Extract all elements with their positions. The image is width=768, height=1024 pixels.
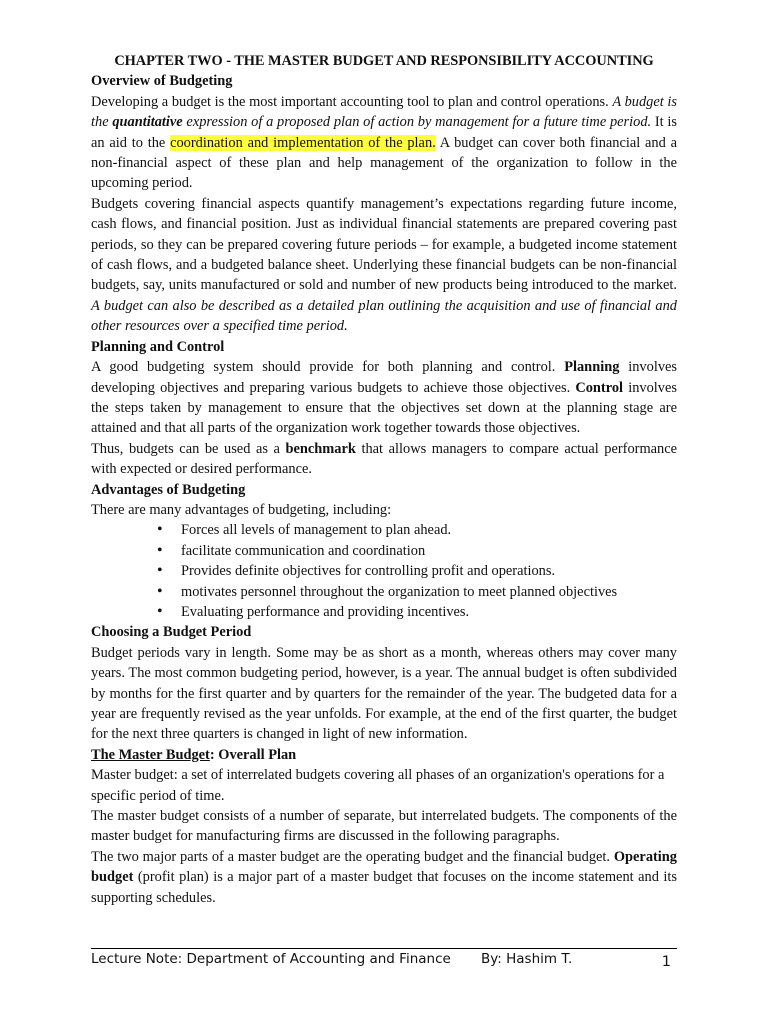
planning-paragraph-2 (91, 439, 677, 480)
list-item: • facilitate communication and coordination (91, 541, 677, 561)
heading-planning-control: Planning and Control (91, 338, 225, 355)
heading-master-budget (91, 745, 677, 765)
bold-term-control: Control (575, 379, 624, 396)
text-run: A budget is the (91, 93, 677, 131)
footer-author: By: Hashim T. (481, 951, 573, 967)
text-run: (profit plan) is a major part of a master budget that focuses on the income statement and its supporting schedules. (91, 869, 677, 906)
bold-term-quantitative: quantitative (112, 114, 183, 131)
heading-advantages: Advantages of Budgeting (91, 481, 246, 498)
text-run: A good budgeting system should provide for both planning and control. (91, 359, 565, 376)
heading-budget-period: Choosing a Budget Period (91, 624, 252, 641)
document-page (91, 50, 677, 908)
text-run: Budgets covering financial aspects quantify management’s expectations regarding future income, cash flows, and financial position. Just as individual financial statements are prepared covering past periods, so they can be prepared covering future periods – for example, a budgeted income statement of cash flows, and a budgeted balance sheet. Underlying these financial budgets can be non-financial budgets, say, units manufactured or sold and number of new products being introduced to the market. (91, 195, 677, 294)
master-paragraph-2: The master budget consists of a number of separate, but interrelated budgets. The components of the master budget for manufacturing firms are discussed in the following paragraphs. (91, 808, 677, 845)
text-run: involves the steps taken by management to ensure that the objectives set down at the planning stage are attained and that all parts of the organization work together towards those objectives. (91, 379, 677, 437)
overview-paragraph-2 (91, 194, 677, 337)
text-run: Thus, budgets can be used as a (91, 440, 286, 457)
overview-paragraph-1 (91, 92, 677, 194)
list-item: • Forces all levels of management to plan ahead. (91, 520, 677, 540)
period-paragraph: Budget periods vary in length. Some may be as short as a month, whereas others may cover many years. The most common budgeting period, however, is a year. The annual budget is often subdivided by months for the first quarter and by quarters for the remainder of the year. The budgeted data for a year are frequently revised as the year unfolds. For example, at the end of the first quarter, the budget for the next three quarters is changed in light of new information. (91, 644, 677, 743)
master-paragraph-3 (91, 847, 677, 908)
highlighted-text: coordination and implementation of the plan. (170, 134, 436, 151)
heading-overview: Overview of Budgeting (91, 73, 233, 90)
underlined-heading: The Master Budget (91, 746, 210, 763)
footer-lecture-note: Lecture Note: Department of Accounting and Finance (91, 951, 451, 967)
text-run: expression of a proposed plan of action by management for a future time period. (182, 114, 652, 131)
advantages-list (91, 520, 677, 622)
chapter-title: CHAPTER TWO - THE MASTER BUDGET AND RESPONSIBILITY ACCOUNTING (114, 53, 654, 69)
list-item: • Evaluating performance and providing incentives. (91, 602, 677, 622)
italic-definition: A budget can also be described as a detailed plan outlining the acquisition and use of financial and other resources over a specified time period. (91, 297, 677, 335)
bold-term-benchmark: benchmark (285, 440, 356, 457)
bold-term-operating-budget: Operating budget (91, 848, 677, 886)
text-run: A budget can cover both financial and a non-financial aspect of these plan and help management of the organization to follow in the upcoming period. (91, 134, 677, 192)
page-footer (91, 948, 677, 970)
master-paragraph-1: Master budget: a set of interrelated budgets covering all phases of an organization's operations for a specific period of time. (91, 767, 665, 804)
text-run: Developing a budget is the most important accounting tool to plan and control operations. (91, 93, 613, 110)
text-run: involves developing objectives and preparing various budgets to achieve those objectives. (91, 359, 677, 396)
advantages-intro: There are many advantages of budgeting, including: (91, 501, 392, 518)
text-run: that allows managers to compare actual performance with expected or desired performance. (91, 440, 678, 478)
page-number: 1 (661, 954, 671, 970)
heading-suffix: : Overall Plan (209, 746, 297, 763)
list-item: • Provides definite objectives for controlling profit and operations. (91, 561, 677, 581)
planning-paragraph-1 (91, 357, 677, 439)
list-item: • motivates personnel throughout the organization to meet planned objectives (91, 582, 677, 602)
bold-term-planning: Planning (564, 359, 620, 376)
text-run: It is an aid to the (91, 114, 677, 151)
text-run: The two major parts of a master budget are the operating budget and the financial budget. (91, 848, 614, 865)
